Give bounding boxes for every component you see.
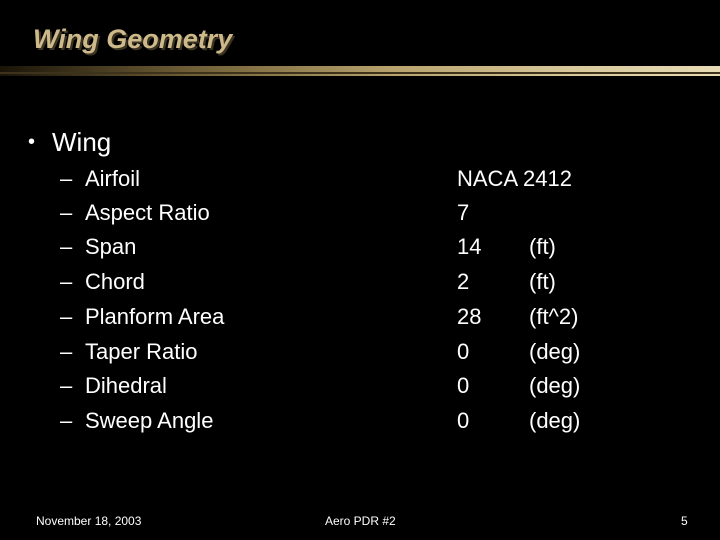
parameter-unit: (deg) [529, 408, 581, 433]
parameter-unit: (ft) [529, 234, 556, 259]
slide-title: Wing Geometry [33, 24, 233, 54]
parameter-row [0, 373, 720, 407]
bullet-icon: • [28, 131, 36, 153]
parameter-unit: (ft^2) [529, 304, 579, 329]
parameter-row [0, 269, 720, 303]
dash-icon: – [60, 408, 73, 433]
parameter-value: 14 [457, 234, 482, 259]
parameter-unit: (deg) [529, 373, 581, 398]
parameter-unit: (deg) [529, 339, 581, 364]
parameter-row [0, 339, 720, 373]
parameter-row [0, 408, 720, 442]
dash-icon: – [60, 373, 73, 398]
bullet-text: Wing [52, 127, 112, 157]
dash-icon: – [60, 339, 73, 364]
parameter-label: Span [85, 234, 137, 259]
parameter-value: NACA 2412 [457, 166, 572, 191]
parameter-label: Aspect Ratio [85, 200, 210, 225]
parameter-value: 0 [457, 408, 470, 433]
parameter-value: 28 [457, 304, 482, 329]
dash-icon: – [60, 200, 73, 225]
parameter-label: Chord [85, 269, 145, 294]
footer-center-text: Aero PDR #2 [325, 514, 396, 528]
parameter-label: Dihedral [85, 373, 167, 398]
dash-icon: – [60, 269, 73, 294]
parameter-unit: (ft) [529, 269, 556, 294]
dash-icon: – [60, 166, 73, 191]
parameter-row [0, 304, 720, 338]
parameter-value: 7 [457, 200, 470, 225]
title-divider [0, 66, 720, 76]
parameter-value: 0 [457, 339, 470, 364]
parameter-value: 2 [457, 269, 470, 294]
page-number: 5 [681, 514, 688, 528]
parameter-row [0, 200, 720, 234]
dash-icon: – [60, 304, 73, 329]
parameter-label: Sweep Angle [85, 408, 214, 433]
parameter-value: 0 [457, 373, 470, 398]
parameter-label: Airfoil [85, 166, 141, 191]
parameter-row [0, 234, 720, 268]
footer-date: November 18, 2003 [36, 514, 142, 528]
parameter-label: Planform Area [85, 304, 225, 329]
parameter-row [0, 166, 720, 200]
dash-icon: – [60, 234, 73, 259]
parameter-label: Taper Ratio [85, 339, 198, 364]
title-divider-shadow [0, 72, 720, 74]
bullet-wing [28, 127, 111, 158]
